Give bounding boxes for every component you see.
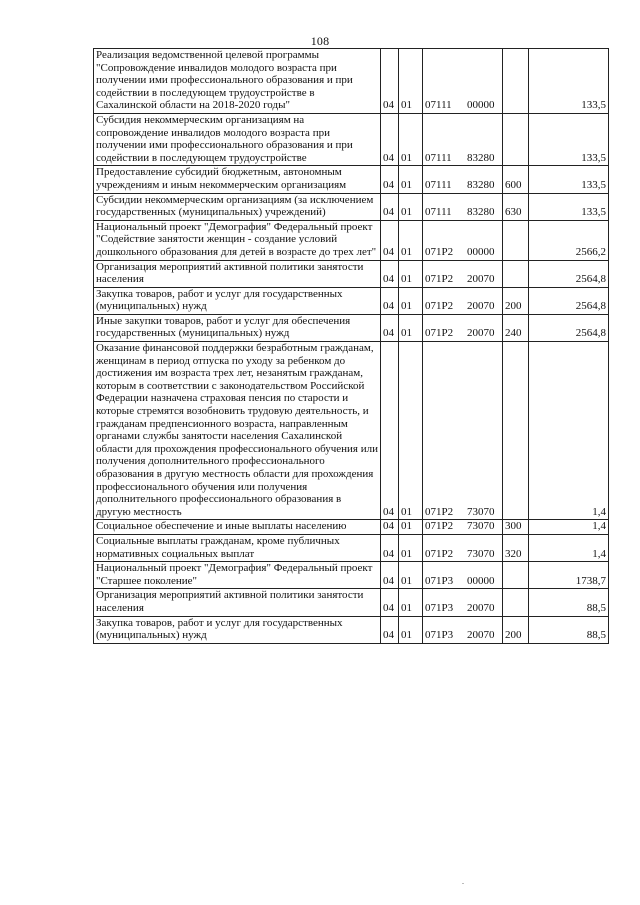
budget-table-body [94, 49, 609, 644]
expense-type-code: 240 [503, 314, 529, 341]
section-code: 04 [381, 220, 399, 260]
subsection-code: 01 [399, 166, 423, 193]
row-name: Предоставление субсидий бюджетным, автономным учреждениям и иным некоммерческим организациям [94, 166, 381, 193]
amount: 2566,2 [529, 220, 609, 260]
target-article-direction: 00000 [467, 245, 495, 258]
amount: 1,4 [529, 342, 609, 520]
target-article-code [423, 589, 503, 616]
subsection-code: 01 [399, 520, 423, 535]
target-article-direction: 73070 [467, 520, 495, 533]
table-row [94, 260, 609, 287]
row-name: Социальные выплаты гражданам, кроме публичных нормативных социальных выплат [94, 534, 381, 561]
amount: 2564,8 [529, 314, 609, 341]
subsection-code: 01 [399, 342, 423, 520]
table-row [94, 616, 609, 643]
target-article-program: 07111 [425, 151, 452, 164]
target-article-direction: 20070 [467, 629, 495, 642]
expense-type-code: 320 [503, 534, 529, 561]
table-row [94, 314, 609, 341]
amount: 133,5 [529, 166, 609, 193]
target-article-program: 071P2 [425, 547, 454, 560]
target-article-program: 07111 [425, 99, 452, 112]
target-article-program: 071P2 [425, 300, 454, 313]
row-name: Организация мероприятий активной политики занятости населения [94, 589, 381, 616]
table-row [94, 562, 609, 589]
subsection-code: 01 [399, 260, 423, 287]
table-row [94, 113, 609, 165]
section-code: 04 [381, 113, 399, 165]
table-row [94, 166, 609, 193]
target-article-program: 071P2 [425, 520, 454, 533]
amount: 1,4 [529, 534, 609, 561]
target-article-program: 07111 [425, 178, 452, 191]
table-row [94, 193, 609, 220]
target-article-direction: 83280 [467, 151, 495, 164]
expense-type-code [503, 220, 529, 260]
row-name: Организация мероприятий активной политики занятости населения [94, 260, 381, 287]
target-article-program: 07111 [425, 206, 452, 219]
subsection-code: 01 [399, 314, 423, 341]
table-row [94, 589, 609, 616]
subsection-code: 01 [399, 287, 423, 314]
expense-type-code [503, 562, 529, 589]
target-article-code [423, 342, 503, 520]
target-article-direction: 20070 [467, 273, 495, 286]
amount: 2564,8 [529, 260, 609, 287]
target-article-code [423, 220, 503, 260]
row-name: Национальный проект "Демография" Федеральный проект "Содействие занятости женщин - создание условий дошкольного образования для детей в возрасте до трех лет" [94, 220, 381, 260]
expense-type-code [503, 113, 529, 165]
expense-type-code [503, 49, 529, 114]
target-article-code [423, 260, 503, 287]
section-code: 04 [381, 314, 399, 341]
section-code: 04 [381, 520, 399, 535]
table-row [94, 49, 609, 114]
subsection-code: 01 [399, 589, 423, 616]
row-name: Иные закупки товаров, работ и услуг для обеспечения государственных (муниципальных) нужд [94, 314, 381, 341]
amount: 88,5 [529, 616, 609, 643]
budget-table [93, 48, 609, 644]
target-article-direction: 73070 [467, 505, 495, 518]
section-code: 04 [381, 287, 399, 314]
section-code: 04 [381, 342, 399, 520]
target-article-code [423, 287, 503, 314]
target-article-code [423, 193, 503, 220]
target-article-code [423, 534, 503, 561]
table-row [94, 520, 609, 535]
section-code: 04 [381, 562, 399, 589]
amount: 133,5 [529, 49, 609, 114]
target-article-program: 071P3 [425, 601, 454, 614]
target-article-code [423, 113, 503, 165]
amount: 133,5 [529, 193, 609, 220]
table-row [94, 534, 609, 561]
subsection-code: 01 [399, 220, 423, 260]
section-code: 04 [381, 616, 399, 643]
target-article-direction: 73070 [467, 547, 495, 560]
target-article-code [423, 166, 503, 193]
target-article-program: 071P3 [425, 629, 454, 642]
table-row [94, 342, 609, 520]
amount: 1,4 [529, 520, 609, 535]
subsection-code: 01 [399, 193, 423, 220]
target-article-code [423, 49, 503, 114]
expense-type-code [503, 260, 529, 287]
page-number: 108 [310, 34, 330, 48]
target-article-program: 071P2 [425, 245, 454, 258]
table-row [94, 287, 609, 314]
target-article-program: 071P2 [425, 273, 454, 286]
target-article-direction: 83280 [467, 178, 495, 191]
subsection-code: 01 [399, 49, 423, 114]
expense-type-code [503, 589, 529, 616]
expense-type-code: 300 [503, 520, 529, 535]
section-code: 04 [381, 193, 399, 220]
amount: 1738,7 [529, 562, 609, 589]
target-article-code [423, 562, 503, 589]
row-name: Национальный проект "Демография" Федеральный проект "Старшее поколение" [94, 562, 381, 589]
target-article-program: 071P2 [425, 327, 454, 340]
row-name: Субсидия некоммерческим организациям на сопровождение инвалидов молодого возраста при получении ими профессионального образования и при содействии в последующем трудоустройстве [94, 113, 381, 165]
expense-type-code: 630 [503, 193, 529, 220]
target-article-direction: 20070 [467, 601, 495, 614]
amount: 2564,8 [529, 287, 609, 314]
scan-mark [462, 883, 464, 884]
row-name: Социальное обеспечение и иные выплаты населению [94, 520, 381, 535]
subsection-code: 01 [399, 534, 423, 561]
table-row [94, 220, 609, 260]
section-code: 04 [381, 166, 399, 193]
row-name: Оказание финансовой поддержки безработным гражданам, женщинам в период отпуска по уходу за ребенком до достижения им возраста трех лет, незанятым гражданам, которым в соответствии с законодательством Российской Федерации назначена страховая пенсия по старости и которые стремятся возобновить трудовую деятельность, и гражданам предпенсионного возраста, направленным органами службы занятости населения Сахалинской области для прохождения профессионального обучения или получения дополнительного профессионального образования в другую местность области для прохождения профессионального обучения или получения дополнительного профессионального образования в другую местность [94, 342, 381, 520]
target-article-direction: 00000 [467, 99, 495, 112]
target-article-code [423, 616, 503, 643]
expense-type-code: 600 [503, 166, 529, 193]
target-article-direction: 20070 [467, 327, 495, 340]
section-code: 04 [381, 260, 399, 287]
section-code: 04 [381, 49, 399, 114]
target-article-program: 071P2 [425, 505, 454, 518]
expense-type-code: 200 [503, 287, 529, 314]
target-article-direction: 20070 [467, 300, 495, 313]
target-article-code [423, 520, 503, 535]
row-name: Закупка товаров, работ и услуг для государственных (муниципальных) нужд [94, 287, 381, 314]
subsection-code: 01 [399, 562, 423, 589]
row-name: Закупка товаров, работ и услуг для государственных (муниципальных) нужд [94, 616, 381, 643]
amount: 88,5 [529, 589, 609, 616]
section-code: 04 [381, 589, 399, 616]
expense-type-code [503, 342, 529, 520]
target-article-code [423, 314, 503, 341]
row-name: Субсидии некоммерческим организациям (за исключением государственных (муниципальных) учреждений) [94, 193, 381, 220]
row-name: Реализация ведомственной целевой программы "Сопровождение инвалидов молодого возраста при получении ими профессионального образования и при содействии в последующем трудоустройстве в Сахалинской области на 2018-2020 годы" [94, 49, 381, 114]
amount: 133,5 [529, 113, 609, 165]
subsection-code: 01 [399, 113, 423, 165]
subsection-code: 01 [399, 616, 423, 643]
target-article-direction: 00000 [467, 574, 495, 587]
expense-type-code: 200 [503, 616, 529, 643]
target-article-direction: 83280 [467, 206, 495, 219]
section-code: 04 [381, 534, 399, 561]
target-article-program: 071P3 [425, 574, 454, 587]
